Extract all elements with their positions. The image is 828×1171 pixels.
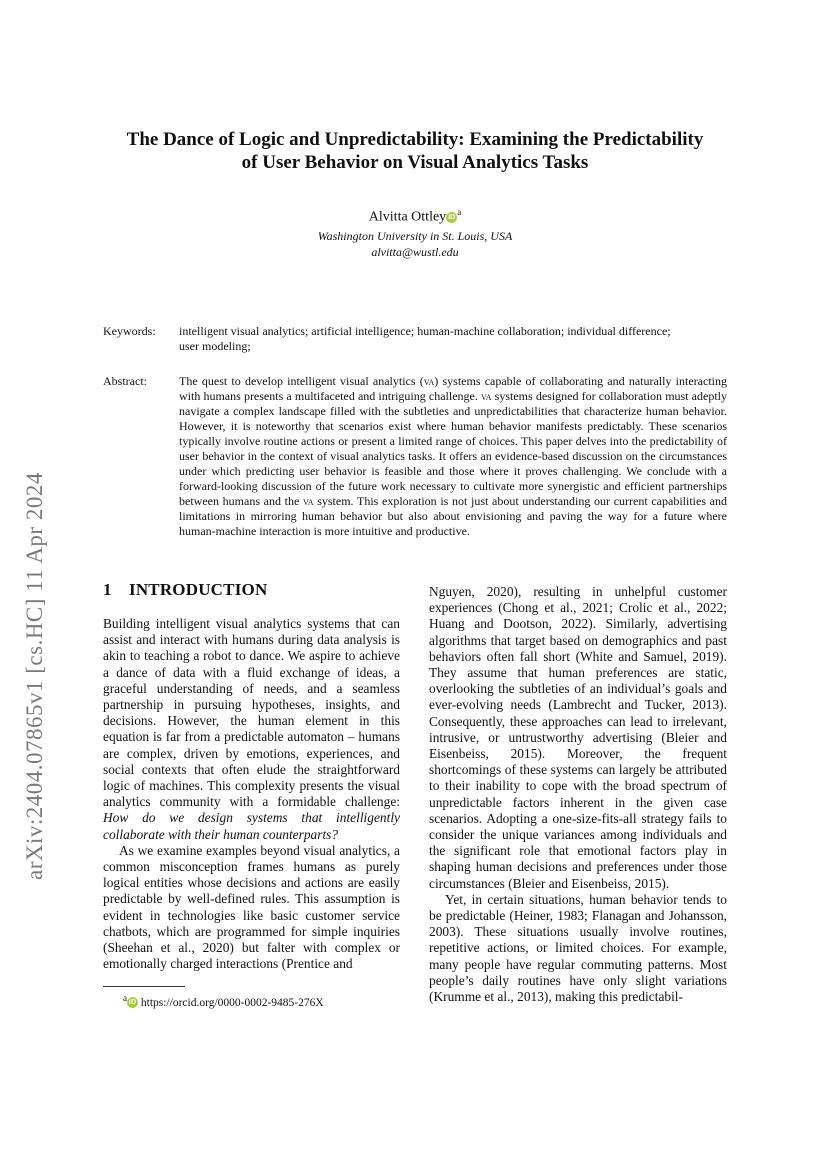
- right-column: [429, 584, 727, 1005]
- affiliation-block: [100, 228, 730, 260]
- title-line-1: The Dance of Logic and Unpredictability: Examining the Predictability: [126, 129, 704, 150]
- orcid-icon[interactable]: iD: [448, 213, 456, 221]
- intro-paragraph-3: Nguyen, 2020), resulting in unhelpful customer experiences (Chong et al., 2021; Crolic et al., 2022; Huang and Dootson, 2022). Similarly, advertising algorithms that target based on demographics and past behaviors often fall short (White and Samuel, 2019). They assume that human preferences are static, overlooking the subtleties of an individual’s goals and ever-evolving needs (Lambrecht and Tucker, 2013). Consequently, these approaches can lead to irrelevant, intrusive, or untrustworthy advertising (Bleier and Eisenbeiss, 2015). Moreover, the frequent shortcomings of these systems can largely be attributed to their inability to cope with the broad spectrum of unpredictable factors inherent in the given case scenarios. Adopting a one-size-fits-all strategy fails to consider the unique variances among individuals and the significant role that emotional factors play in shaping human decisions and preferences under those circumstances (Bleier and Eisenbeiss, 2015).: [429, 584, 727, 891]
- arxiv-side-stamp: [22, 360, 62, 880]
- va-abbrev: va: [303, 494, 314, 508]
- intro-paragraph-2: As we examine examples beyond visual analytics, a common misconception frames humans as purely logical entities whose decisions and actions are easily predictable by well-defined rules. This assumption is evident in technologies like basic customer service chatbots, which are programmed for simple inquiries (Sheehan et al., 2020) but falter with complex or emotionally charged interactions (Prentice and: [103, 842, 400, 972]
- paragraph-text: Building intelligent visual analytics systems that can assist and interact with humans during data analysis is akin to teaching a robot to dance. We aspire to achieve a dance of data with a fluid exchange of ideas, a graceful understanding of needs, and a seamless partnership in pursuing hypotheses, insights, and decisions. However, the human element in this equation is far from a predictable automaton – humans are complex, driven by emotions, experiences, and social contexts that often elude the straightforward logic of machines. This complexity presents the visual analytics community with a formidable challenge:: [103, 616, 400, 810]
- abstract-label: Abstract:: [103, 374, 147, 388]
- keywords-text: [179, 324, 727, 354]
- section-heading: [103, 580, 267, 600]
- left-column: [103, 616, 400, 972]
- abstract-part: systems designed for collaboration must adeptly navigate a complex landscape filled with the subtleties and unpredictabilities that characterize human behavior. However, it is noteworthy that scenarios exist where human behavior manifests predictably. These scenarios typically involve routine actions or present a limited range of choices. This paper delves into the predictability of user behavior in the context of visual analytics tasks. It offers an evidence-based discussion on the circumstances under which predicting user behavior is feasible and those where it proves challenging. We conclude with a forward-looking discussion of the future work necessary to cultivate more synergistic and efficient partnerships between humans and the: [179, 389, 727, 508]
- keywords-label: Keywords:: [103, 324, 156, 338]
- title-line-2: of User Behavior on Visual Analytics Tasks: [241, 152, 589, 173]
- keywords-line-2: user modeling;: [179, 339, 251, 353]
- author-superscript: a: [457, 207, 462, 217]
- intro-paragraph-1: [103, 616, 400, 843]
- orcid-link[interactable]: https://orcid.org/0000-0002-9485-276X: [140, 996, 324, 1009]
- va-abbrev: va: [481, 389, 492, 403]
- author-line: [100, 207, 730, 226]
- author-email: alvitta@wustl.edu: [371, 245, 459, 259]
- abstract-part: The quest to develop intelligent visual analytics (: [179, 374, 424, 388]
- footnote-mark: a: [123, 993, 127, 1003]
- section-number: 1: [103, 580, 112, 599]
- keywords-line-1: intelligent visual analytics; artificial intelligence; human-machine collaboration; individual difference;: [179, 324, 671, 338]
- footnote: [123, 993, 324, 1009]
- abstract-part: system. This exploration is not just about understanding our current capabilities and limitations in mirroring human behavior but also about envisioning and paving the way for a future where human-machine interaction is more intuitive and productive.: [179, 494, 727, 538]
- intro-paragraph-4: Yet, in certain situations, human behavior tends to be predictable (Heiner, 1983; Flanagan and Johansson, 2003). These situations usually involve routines, repetitive actions, or limited choices. For example, many people have regular commuting patterns. Most people’s daily routines have only slight variations (Krumme et al., 2013), making this predictabil-: [429, 891, 727, 1005]
- footnote-divider: [103, 986, 185, 987]
- orcid-icon: iD: [129, 998, 136, 1006]
- research-question: How do we design systems that intelligently collaborate with their human counterparts?: [103, 810, 400, 842]
- paper-title: [100, 128, 730, 174]
- abstract-part: ) systems capable of collaborating and naturally interacting with humans presents a multifaceted and intriguing challenge.: [179, 374, 727, 403]
- section-title: INTRODUCTION: [129, 580, 268, 599]
- arxiv-identifier: arXiv:2404.07865v1 [cs.HC] 11 Apr 2024: [22, 472, 47, 880]
- author-name: Alvitta Ottley: [368, 209, 447, 225]
- abstract-text: [179, 374, 727, 539]
- affiliation: Washington University in St. Louis, USA: [317, 229, 513, 243]
- va-abbrev: va: [423, 374, 435, 388]
